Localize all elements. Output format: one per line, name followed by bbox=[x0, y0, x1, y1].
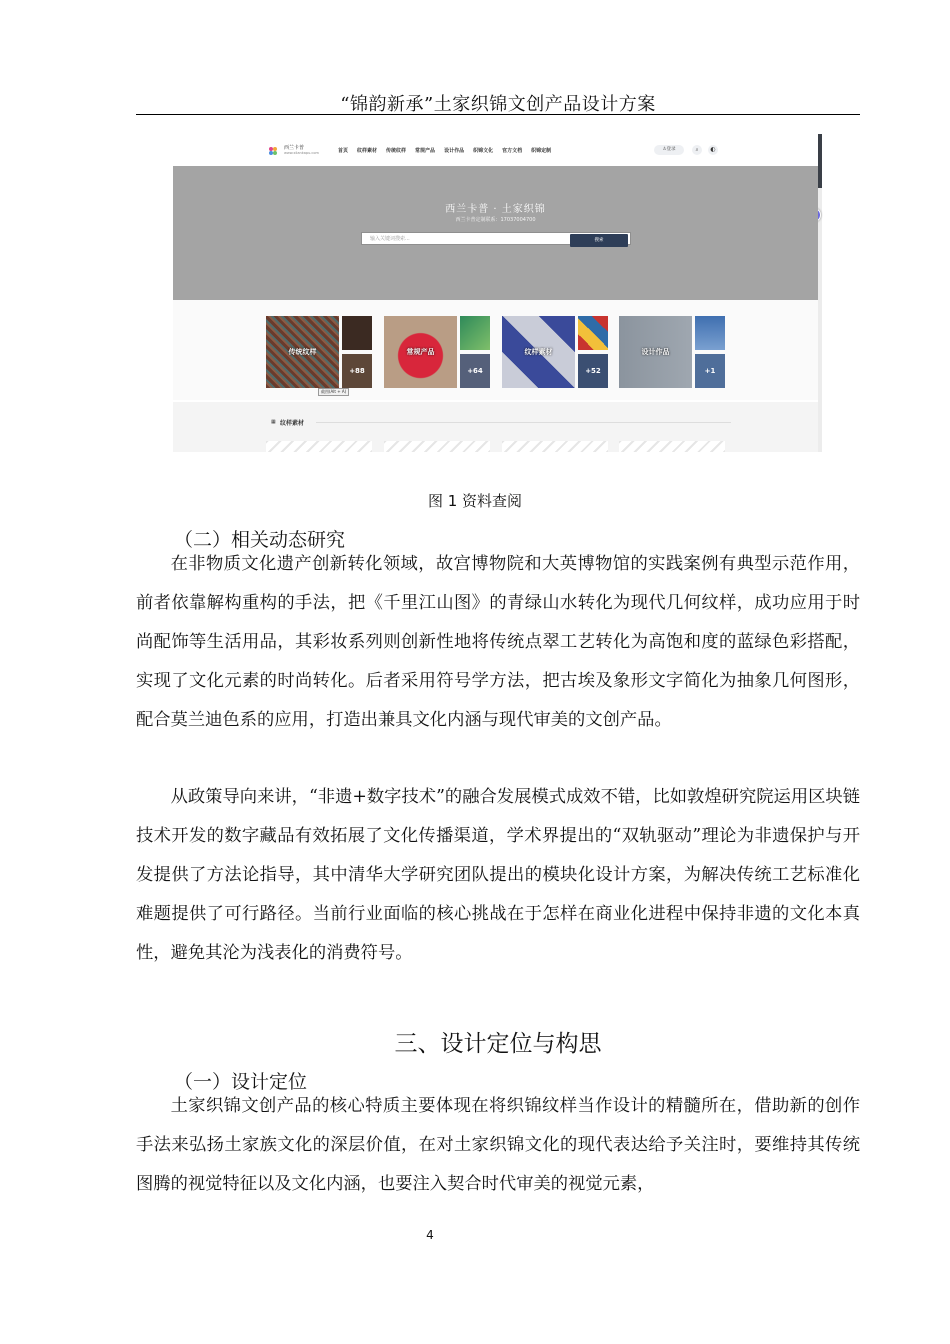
body-paragraph: 从政策导向来讲，“非遗+数字技术”的融合发展模式成效不错，比如敦煌研究院运用区块链技术开发的数字藏品有效拓展了文化传播渠道，学术界提出的“双轨驱动”理论为非遗保护与开发提供了方法论指导，其中清华大学研究团队提出的模块化设计方案，为解决传统工艺标准化难题提供了可行路径。当前行业面临的核心挑战在于怎样在商业化进程中保持非遗的文化本真性，避免其沦为浅表化的消费符号。 bbox=[136, 787, 860, 963]
section-rule bbox=[316, 422, 731, 423]
category-more: +88 bbox=[342, 354, 372, 388]
menu-item-brocade-culture[interactable]: 织锦文化 bbox=[473, 148, 494, 154]
body-paragraph: 土家织锦文创产品的核心特质主要体现在将织锦纹样当作设计的精髓所在，借助新的创作手法来弘扬土家族文化的深层价值，在对土家织锦文化的现代表达给予关注时，要维持其传统图腾的视觉特征以及文化内涵，也要注入契合时代审美的视觉元素， bbox=[136, 1096, 860, 1194]
card-placeholder bbox=[502, 441, 608, 452]
menu-item-traditional-pattern[interactable]: 传统纹样 bbox=[386, 148, 407, 154]
card-placeholder bbox=[619, 441, 725, 452]
menu-item-pattern-material[interactable]: 纹样素材 bbox=[357, 148, 378, 154]
category-more: +1 bbox=[695, 354, 725, 388]
site-brand-url: www.xilankapu.com bbox=[284, 151, 319, 155]
category-image bbox=[619, 316, 692, 388]
hero-banner bbox=[173, 166, 818, 300]
search-icon[interactable]: ⌕ bbox=[692, 145, 702, 155]
menu-item-regular-products[interactable]: 常规产品 bbox=[415, 148, 436, 154]
site-brand: 西兰卡普 bbox=[284, 145, 305, 151]
category-label: 纹样素材 bbox=[524, 348, 553, 356]
category-more: +52 bbox=[578, 354, 608, 388]
hero-title: 西兰卡普 · 土家织锦 bbox=[445, 204, 546, 215]
menu-item-design-works[interactable]: 设计作品 bbox=[444, 148, 465, 154]
category-thumb bbox=[342, 316, 372, 350]
chapter-heading: 三、设计定位与构思 bbox=[394, 1031, 602, 1057]
site-menu bbox=[338, 147, 551, 154]
category-card-patterns[interactable] bbox=[502, 316, 608, 388]
scrollbar-thumb[interactable] bbox=[818, 134, 822, 188]
card-placeholder bbox=[266, 441, 372, 452]
figure-caption: 图 1 资料查阅 bbox=[427, 492, 523, 510]
screenshot-hint-tooltip: 截图(Alt + A) bbox=[318, 388, 349, 396]
card-placeholder bbox=[384, 441, 490, 452]
category-strip bbox=[173, 300, 818, 400]
category-label: 常规产品 bbox=[406, 348, 435, 356]
category-label: 设计作品 bbox=[641, 348, 670, 356]
category-more: +64 bbox=[460, 354, 490, 388]
menu-item-custom-brocade[interactable]: 织锦定制 bbox=[531, 148, 552, 154]
category-card-traditional[interactable] bbox=[266, 316, 372, 388]
figure-screenshot bbox=[173, 134, 823, 452]
category-card-products[interactable] bbox=[384, 316, 490, 388]
section-heading: （一）设计定位 bbox=[174, 1071, 308, 1093]
running-header: “锦韵新承”土家织锦文创产品设计方案 bbox=[340, 94, 656, 115]
menu-item-official-docs[interactable]: 官方文档 bbox=[502, 148, 523, 154]
category-card-designs[interactable] bbox=[619, 316, 725, 388]
category-thumb bbox=[695, 316, 725, 350]
category-thumb bbox=[578, 316, 608, 350]
logo-icon bbox=[268, 146, 278, 156]
header-rule bbox=[136, 114, 860, 115]
category-thumb bbox=[460, 316, 490, 350]
category-image bbox=[502, 316, 575, 388]
section-title: 纹样素材 bbox=[280, 420, 305, 427]
category-label: 传统纹样 bbox=[288, 348, 317, 356]
category-image bbox=[384, 316, 457, 388]
category-image bbox=[266, 316, 339, 388]
body-paragraph: 在非物质文化遗产创新转化领域，故宫博物院和大英博物馆的实践案例有典型示范作用，前者依靠解构重构的手法，把《千里江山图》的青绿山水转化为现代几何纹样，成功应用于时尚配饰等生活用品，其彩妆系列则创新性地将传统点翠工艺转化为高饱和度的蓝绿色彩搭配，实现了文化元素的时尚转化。后者采用符号学方法，把古埃及象形文字简化为抽象几何图形，配合莫兰迪色系的应用，打造出兼具文化内涵与现代审美的文创产品。 bbox=[136, 554, 860, 730]
grid-icon: ▦ bbox=[271, 419, 276, 425]
page-number: 4 bbox=[426, 1228, 434, 1242]
hero-subtitle: 西兰卡普定制联系：17037004700 bbox=[455, 217, 536, 223]
theme-toggle-icon[interactable]: ◐ bbox=[708, 145, 718, 155]
hero-search-button[interactable]: 搜索 bbox=[570, 234, 628, 247]
login-button[interactable]: ♙登录 bbox=[654, 145, 684, 155]
section-heading: （二）相关动态研究 bbox=[174, 529, 346, 551]
hero-search-input[interactable]: 输入关键词搜索... bbox=[361, 232, 631, 245]
menu-item-home[interactable]: 首页 bbox=[338, 148, 349, 154]
